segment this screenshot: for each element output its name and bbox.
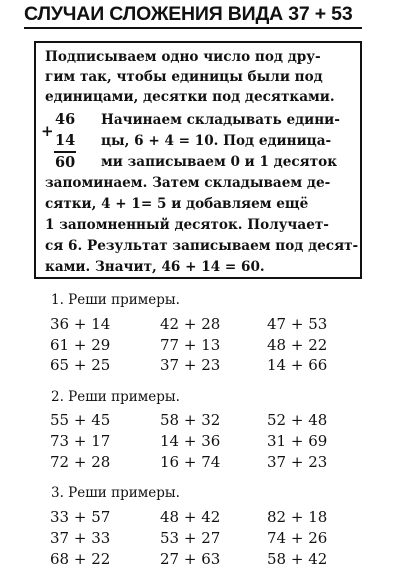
rule-text-line: единицами, десятки под десятками. <box>45 89 335 105</box>
exercise-item: 61 + 29 <box>50 336 111 354</box>
exercise-item: 47 + 53 <box>267 315 328 333</box>
exercise-item: 48 + 42 <box>160 508 221 526</box>
rule-box <box>34 41 362 279</box>
exercise-title: 1. Реши примеры. <box>51 292 180 308</box>
sum-result: 60 <box>55 154 76 171</box>
exercise-title: 2. Реши примеры. <box>51 389 180 405</box>
exercise-item: 58 + 32 <box>160 411 221 429</box>
exercise-item: 52 + 48 <box>267 411 328 429</box>
exercise-item: 42 + 28 <box>160 315 221 333</box>
exercise-item: 48 + 22 <box>267 336 328 354</box>
rule-text-line: сятки, 4 + 1= 5 и добавляем ещё <box>45 196 309 212</box>
exercise-item: 14 + 66 <box>267 356 328 374</box>
rule-text-line: цы, 6 + 4 = 10. Под единица- <box>101 133 332 149</box>
rule-text-line: Подписываем одно число под дру- <box>45 49 321 65</box>
rule-text-line: ся 6. Результат записываем под десят- <box>45 238 359 254</box>
page-title: СЛУЧАИ СЛОЖЕНИЯ ВИДА 37 + 53 <box>24 3 353 25</box>
rule-text-line: ми записываем 0 и 1 десяток <box>101 154 338 170</box>
exercise-item: 77 + 13 <box>160 336 221 354</box>
rule-text-line: гим так, чтобы единицы были под <box>45 69 323 85</box>
exercise-item: 16 + 74 <box>160 453 221 471</box>
exercise-item: 55 + 45 <box>50 411 111 429</box>
plus-sign: + <box>41 122 54 140</box>
exercise-item: 68 + 22 <box>50 550 111 568</box>
rule-text-line: 1 запомненный десяток. Получает- <box>45 217 329 233</box>
exercise-item: 82 + 18 <box>267 508 328 526</box>
addend-bottom: 14 <box>55 132 76 149</box>
exercise-title: 3. Реши примеры. <box>51 485 180 501</box>
exercise-item: 65 + 25 <box>50 356 111 374</box>
exercise-item: 37 + 33 <box>50 529 111 547</box>
page-header <box>24 2 364 29</box>
exercise-item: 74 + 26 <box>267 529 328 547</box>
exercise-item: 36 + 14 <box>50 315 111 333</box>
title-underline <box>24 27 362 29</box>
rule-text-line: запоминаем. Затем складываем де- <box>45 175 331 191</box>
exercise-item: 73 + 17 <box>50 432 111 450</box>
addend-top: 46 <box>55 111 76 128</box>
exercise-item: 37 + 23 <box>160 356 221 374</box>
rule-text-line: Начинаем складывать едини- <box>101 112 340 128</box>
exercise-item: 33 + 57 <box>50 508 111 526</box>
exercise-item: 53 + 27 <box>160 529 221 547</box>
exercise-item: 72 + 28 <box>50 453 111 471</box>
exercise-item: 37 + 23 <box>267 453 328 471</box>
exercise-item: 27 + 63 <box>160 550 221 568</box>
rule-text-line: ками. Значит, 46 + 14 = 60. <box>45 259 265 275</box>
exercise-item: 31 + 69 <box>267 432 328 450</box>
exercise-item: 58 + 42 <box>267 550 328 568</box>
exercise-item: 14 + 36 <box>160 432 221 450</box>
